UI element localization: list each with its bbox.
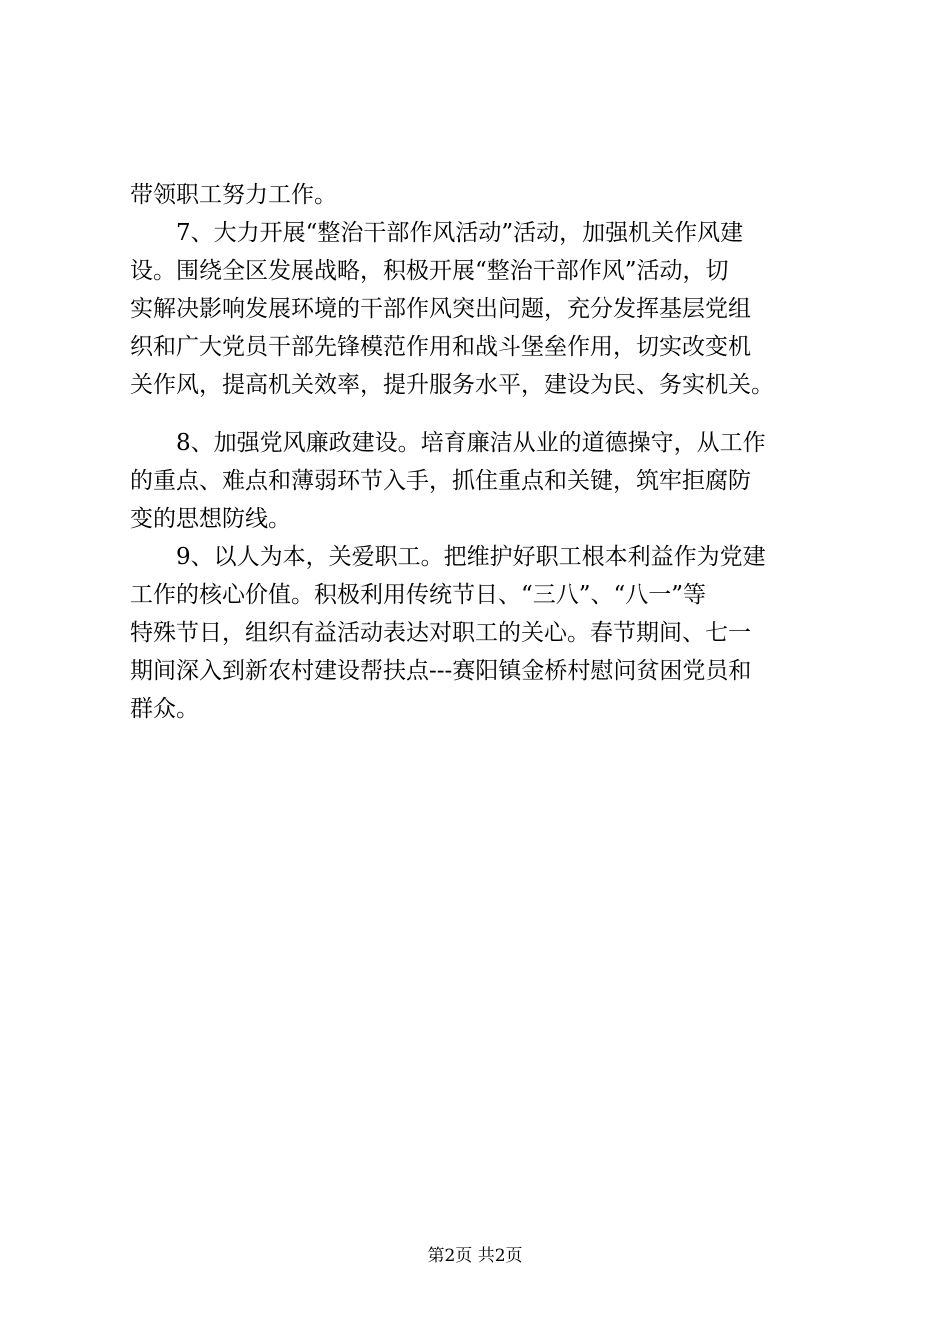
paragraph-8-first-line: 8、加强党风廉政建设。培育廉洁从业的道德操守，从工作 [176,430,766,456]
text-line: 实解决影响发展环境的干部作风突出问题，充分发挥基层党组 [130,296,751,322]
page-footer [0,1245,950,1267]
text-line: 的重点、难点和薄弱环节入手，抓住重点和关键，筑牢拒腐防 [130,468,751,494]
paragraph-gap [130,404,830,424]
text-line: 关作风，提高机关效率，提升服务水平，建设为民、务实机关。 [130,372,774,398]
page-number-indicator: 第2页 共2页 [427,1246,523,1266]
paragraph-9-first-line: 9、以人为本，关爱职工。把维护好职工根本利益作为党建 [176,544,766,570]
paragraph-7-first-line: 7、大力开展“整治干部作风活动”活动，加强机关作风建 [176,220,744,246]
text-line: 特殊节日，组织有益活动表达对职工的关心。春节期间、七一 [130,620,751,646]
text-line: 群众。 [130,696,199,722]
text-line: 设。围绕全区发展战略，积极开展“整治干部作风”活动，切 [130,258,729,284]
text-line: 带领职工努力工作。 [130,182,337,208]
text-line: 期间深入到新农村建设帮扶点---赛阳镇金桥村慰问贫困党员和 [130,658,752,684]
text-line: 变的思想防线。 [130,506,291,532]
text-line: 织和广大党员干部先锋模范作用和战斗堡垒作用，切实改变机 [130,334,751,360]
text-line: 工作的核心价值。积极利用传统节日、“三八”、“八一”等 [130,582,707,608]
document-body [130,176,830,728]
